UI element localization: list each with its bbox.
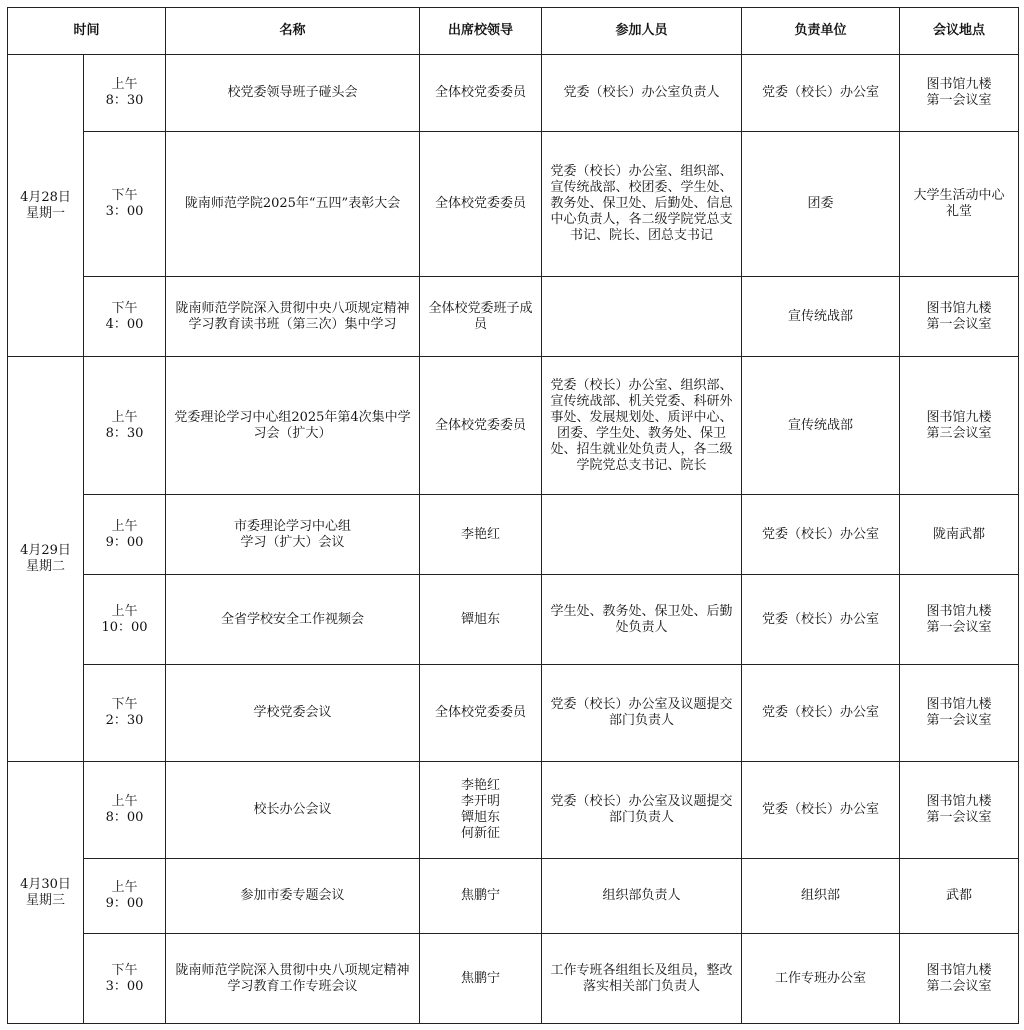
table-row	[8, 357, 1019, 495]
unit-cell: 团委	[742, 132, 900, 277]
schedule-table	[7, 7, 1019, 1024]
meeting-name-cell: 陇南师范学院2025年“五四”表彰大会	[166, 132, 420, 277]
participants-cell	[542, 277, 742, 357]
time-cell: 上午 8：30	[84, 357, 166, 495]
leader-cell: 镡旭东	[420, 575, 542, 665]
leader-cell: 李艳红	[420, 495, 542, 575]
leader-cell: 全体校党委班子成员	[420, 277, 542, 357]
unit-cell: 党委（校长）办公室	[742, 665, 900, 762]
header-name: 名称	[166, 8, 420, 55]
participants-cell: 党委（校长）办公室、组织部、宣传统战部、校团委、学生处、教务处、保卫处、后勤处、信息中心负责人，各二级学院党总支书记、院长、团总支书记	[542, 132, 742, 277]
leader-cell: 焦鹏宁	[420, 934, 542, 1024]
time-cell: 上午 9：00	[84, 495, 166, 575]
meeting-name-cell: 校长办公会议	[166, 762, 420, 859]
meeting-name-cell: 参加市委专题会议	[166, 859, 420, 934]
unit-cell: 党委（校长）办公室	[742, 575, 900, 665]
location-cell: 图书馆九楼 第一会议室	[900, 575, 1019, 665]
meeting-name-cell: 陇南师范学院深入贯彻中央八项规定精神学习教育工作专班会议	[166, 934, 420, 1024]
meeting-name-cell: 全省学校安全工作视频会	[166, 575, 420, 665]
meeting-name-cell: 校党委领导班子碰头会	[166, 55, 420, 132]
location-cell: 图书馆九楼 第一会议室	[900, 665, 1019, 762]
location-cell: 武都	[900, 859, 1019, 934]
header-location: 会议地点	[900, 8, 1019, 55]
participants-cell: 工作专班各组组长及组员，整改落实相关部门负责人	[542, 934, 742, 1024]
table-row	[8, 55, 1019, 132]
leader-cell: 全体校党委委员	[420, 132, 542, 277]
unit-cell: 党委（校长）办公室	[742, 762, 900, 859]
table-row	[8, 762, 1019, 859]
table-row	[8, 859, 1019, 934]
date-cell: 4月29日 星期二	[8, 357, 84, 762]
time-cell: 上午 8：00	[84, 762, 166, 859]
header-time: 时间	[8, 8, 166, 55]
participants-cell: 党委（校长）办公室、组织部、宣传统战部、机关党委、科研外事处、发展规划处、质评中心、团委、学生处、教务处、保卫处、招生就业处负责人，各二级学院党总支书记、院长	[542, 357, 742, 495]
table-row	[8, 665, 1019, 762]
location-cell: 图书馆九楼 第三会议室	[900, 357, 1019, 495]
participants-cell: 党委（校长）办公室及议题提交部门负责人	[542, 665, 742, 762]
location-cell: 图书馆九楼 第一会议室	[900, 55, 1019, 132]
date-cell: 4月30日 星期三	[8, 762, 84, 1024]
meeting-name-cell: 党委理论学习中心组2025年第4次集中学习会（扩大）	[166, 357, 420, 495]
time-cell: 下午 2：30	[84, 665, 166, 762]
header-unit: 负责单位	[742, 8, 900, 55]
unit-cell: 工作专班办公室	[742, 934, 900, 1024]
leader-cell: 全体校党委委员	[420, 55, 542, 132]
time-cell: 上午 9：00	[84, 859, 166, 934]
unit-cell: 组织部	[742, 859, 900, 934]
header-leader: 出席校领导	[420, 8, 542, 55]
location-cell: 图书馆九楼 第一会议室	[900, 762, 1019, 859]
time-cell: 下午 4：00	[84, 277, 166, 357]
unit-cell: 党委（校长）办公室	[742, 495, 900, 575]
table-row	[8, 277, 1019, 357]
time-cell: 下午 3：00	[84, 934, 166, 1024]
meeting-name-cell: 学校党委会议	[166, 665, 420, 762]
location-cell: 图书馆九楼 第一会议室	[900, 277, 1019, 357]
participants-cell	[542, 495, 742, 575]
leader-cell: 焦鹏宁	[420, 859, 542, 934]
header-row	[8, 8, 1019, 55]
time-cell: 下午 3：00	[84, 132, 166, 277]
table-row	[8, 132, 1019, 277]
time-cell: 上午 10：00	[84, 575, 166, 665]
unit-cell: 宣传统战部	[742, 357, 900, 495]
table-row	[8, 575, 1019, 665]
leader-cell: 全体校党委委员	[420, 357, 542, 495]
date-cell: 4月28日 星期一	[8, 55, 84, 357]
table-row	[8, 934, 1019, 1024]
participants-cell: 学生处、教务处、保卫处、后勤处负责人	[542, 575, 742, 665]
meeting-name-cell: 陇南师范学院深入贯彻中央八项规定精神学习教育读书班（第三次）集中学习	[166, 277, 420, 357]
unit-cell: 党委（校长）办公室	[742, 55, 900, 132]
unit-cell: 宣传统战部	[742, 277, 900, 357]
leader-cell: 李艳红 李开明 镡旭东 何新征	[420, 762, 542, 859]
header-participants: 参加人员	[542, 8, 742, 55]
table-row	[8, 495, 1019, 575]
leader-cell: 全体校党委委员	[420, 665, 542, 762]
location-cell: 大学生活动中心 礼堂	[900, 132, 1019, 277]
location-cell: 图书馆九楼 第二会议室	[900, 934, 1019, 1024]
participants-cell: 组织部负责人	[542, 859, 742, 934]
participants-cell: 党委（校长）办公室负责人	[542, 55, 742, 132]
participants-cell: 党委（校长）办公室及议题提交部门负责人	[542, 762, 742, 859]
time-cell: 上午 8：30	[84, 55, 166, 132]
meeting-name-cell: 市委理论学习中心组 学习（扩大）会议	[166, 495, 420, 575]
location-cell: 陇南武都	[900, 495, 1019, 575]
